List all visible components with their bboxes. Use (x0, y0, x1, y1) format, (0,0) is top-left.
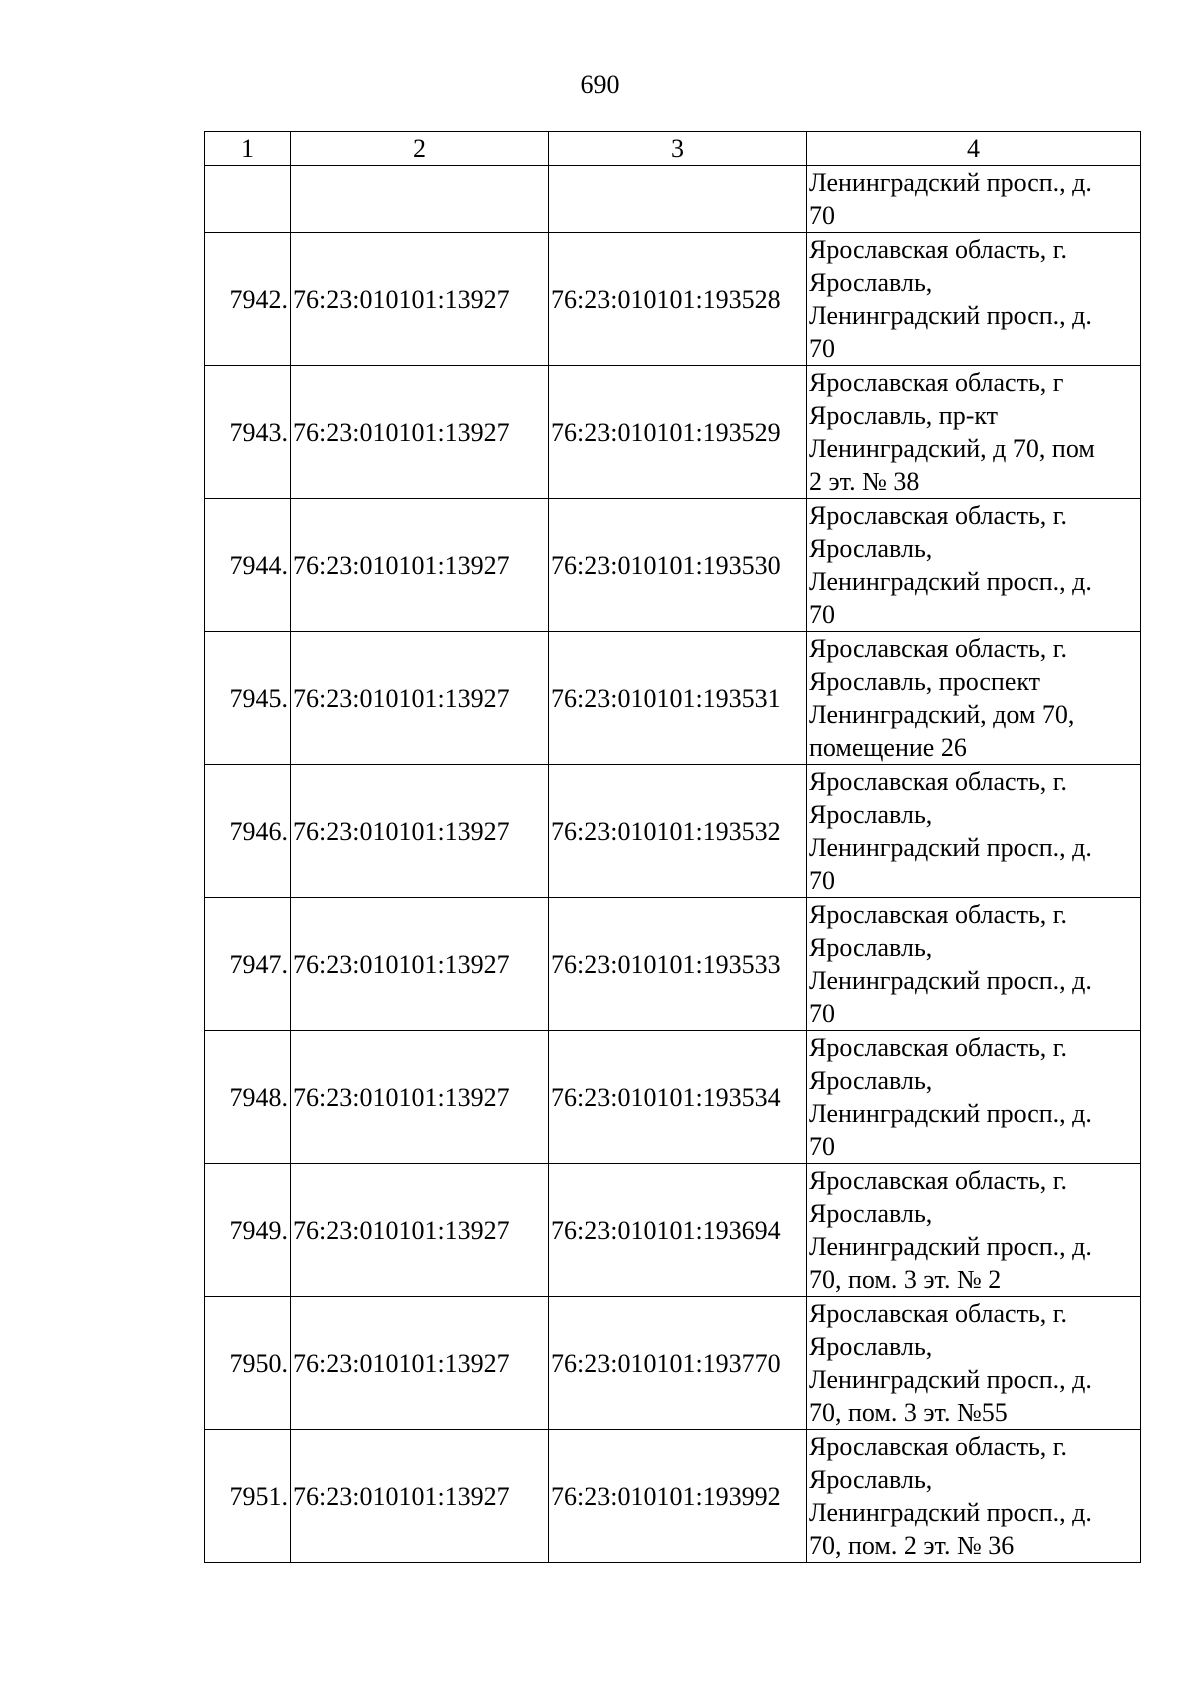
object-number-cell: 76:23:010101:193532 (549, 765, 807, 898)
address-line: Ярославская область, г. (809, 900, 1068, 929)
parcel-number-cell: 76:23:010101:13927 (291, 1297, 549, 1430)
address-line: Ярославская область, г. (809, 1166, 1068, 1195)
continuation-row (205, 166, 1141, 233)
address-cell (807, 499, 1141, 632)
continuation-parcel-cell (291, 166, 549, 233)
parcel-number-cell: 76:23:010101:13927 (291, 366, 549, 499)
address-line: 70 (809, 1132, 835, 1161)
table-row (205, 499, 1141, 632)
address-cell (807, 1164, 1141, 1297)
continuation-number-cell (205, 166, 291, 233)
row-number-cell: 7946. (205, 765, 291, 898)
address-line: Ярославская область, г (809, 368, 1064, 397)
address-line: Ленинградский просп., д. (809, 301, 1092, 330)
address-cell (807, 1297, 1141, 1430)
continuation-address-cell (807, 166, 1141, 233)
address-cell (807, 898, 1141, 1031)
table-row (205, 765, 1141, 898)
address-line: Ярославль, (809, 933, 933, 962)
table-row (205, 1297, 1141, 1430)
object-number-cell: 76:23:010101:193530 (549, 499, 807, 632)
address-line: 70 (809, 866, 835, 895)
row-number-cell: 7949. (205, 1164, 291, 1297)
address-line: Ярославль, (809, 534, 933, 563)
address-cell (807, 1031, 1141, 1164)
address-line: 70, пом. 2 эт. № 36 (809, 1531, 1015, 1560)
object-number-cell: 76:23:010101:193992 (549, 1430, 807, 1563)
row-number-cell: 7950. (205, 1297, 291, 1430)
object-number-cell: 76:23:010101:193531 (549, 632, 807, 765)
address-line: Ярославская область, г. (809, 767, 1068, 796)
address-line: Ярославская область, г. (809, 1432, 1068, 1461)
row-number-cell: 7948. (205, 1031, 291, 1164)
parcel-number-cell: 76:23:010101:13927 (291, 233, 549, 366)
object-number-cell: 76:23:010101:193694 (549, 1164, 807, 1297)
address-line: Ярославская область, г. (809, 1033, 1068, 1062)
column-header-4: 4 (807, 132, 1141, 166)
row-number-cell: 7947. (205, 898, 291, 1031)
parcel-number-cell: 76:23:010101:13927 (291, 1164, 549, 1297)
table-row (205, 1031, 1141, 1164)
page-number: 690 (580, 70, 620, 99)
parcel-number-cell: 76:23:010101:13927 (291, 1430, 549, 1563)
row-number-cell: 7945. (205, 632, 291, 765)
address-cell (807, 632, 1141, 765)
address-line: Ленинградский просп., д. (809, 567, 1092, 596)
address-line: помещение 26 (809, 733, 967, 762)
parcel-number-cell: 76:23:010101:13927 (291, 632, 549, 765)
address-cell (807, 1430, 1141, 1563)
table-row (205, 898, 1141, 1031)
address-line: Ленинградский просп., д. (809, 833, 1092, 862)
continuation-object-cell (549, 166, 807, 233)
parcel-number-cell: 76:23:010101:13927 (291, 765, 549, 898)
address-line: Ленинградский просп., д. (809, 1365, 1092, 1394)
address-line: Ленинградский просп., д. (809, 1232, 1092, 1261)
address-line: 70 (809, 334, 835, 363)
column-header-2: 2 (291, 132, 549, 166)
object-number-cell: 76:23:010101:193533 (549, 898, 807, 1031)
address-line: Ярославль, (809, 1465, 933, 1494)
address-line: Ярославская область, г. (809, 235, 1068, 264)
registry-table-body (205, 132, 1141, 1563)
address-line: Ярославль, (809, 1199, 933, 1228)
row-number-cell: 7943. (205, 366, 291, 499)
object-number-cell: 76:23:010101:193534 (549, 1031, 807, 1164)
address-line: Ярославская область, г. (809, 1299, 1068, 1328)
row-number-cell: 7942. (205, 233, 291, 366)
table-row (205, 1430, 1141, 1563)
table-row (205, 233, 1141, 366)
table-header-row (205, 132, 1141, 166)
parcel-number-cell: 76:23:010101:13927 (291, 898, 549, 1031)
address-line: Ярославль, проспект (809, 667, 1041, 696)
table-row (205, 366, 1141, 499)
address-line: Ленинградский просп., д. (809, 1498, 1092, 1527)
column-header-3: 3 (549, 132, 807, 166)
parcel-number-cell: 76:23:010101:13927 (291, 1031, 549, 1164)
address-line: 70 (809, 999, 835, 1028)
row-number-cell: 7944. (205, 499, 291, 632)
address-line: Ярославль, (809, 268, 933, 297)
object-number-cell: 76:23:010101:193770 (549, 1297, 807, 1430)
parcel-number-cell: 76:23:010101:13927 (291, 499, 549, 632)
address-line: Ленинградский просп., д. (809, 1099, 1092, 1128)
address-cell (807, 233, 1141, 366)
address-line: Ярославль, (809, 1066, 933, 1095)
address-line: Ленинградский просп., д. (809, 168, 1092, 197)
address-line: Ярославская область, г. (809, 501, 1068, 530)
table-row (205, 632, 1141, 765)
address-line: Ленинградский просп., д. (809, 966, 1092, 995)
address-line: 70, пом. 3 эт. № 2 (809, 1265, 1002, 1294)
column-header-1: 1 (205, 132, 291, 166)
registry-table (204, 131, 1141, 1563)
table-row (205, 1164, 1141, 1297)
address-line: Ярославская область, г. (809, 634, 1068, 663)
address-line: Ярославль, пр-кт (809, 401, 999, 430)
address-line: Ярославль, (809, 1332, 933, 1361)
row-number-cell: 7951. (205, 1430, 291, 1563)
address-cell (807, 765, 1141, 898)
address-cell (807, 366, 1141, 499)
address-line: Ленинградский, дом 70, (809, 700, 1075, 729)
object-number-cell: 76:23:010101:193528 (549, 233, 807, 366)
address-line: Ярославль, (809, 800, 933, 829)
address-line: 2 эт. № 38 (809, 467, 920, 496)
object-number-cell: 76:23:010101:193529 (549, 366, 807, 499)
address-line: 70 (809, 600, 835, 629)
address-line: 70, пом. 3 эт. №55 (809, 1398, 1008, 1427)
address-line: Ленинградский, д 70, пом (809, 434, 1095, 463)
address-line: 70 (809, 201, 835, 230)
